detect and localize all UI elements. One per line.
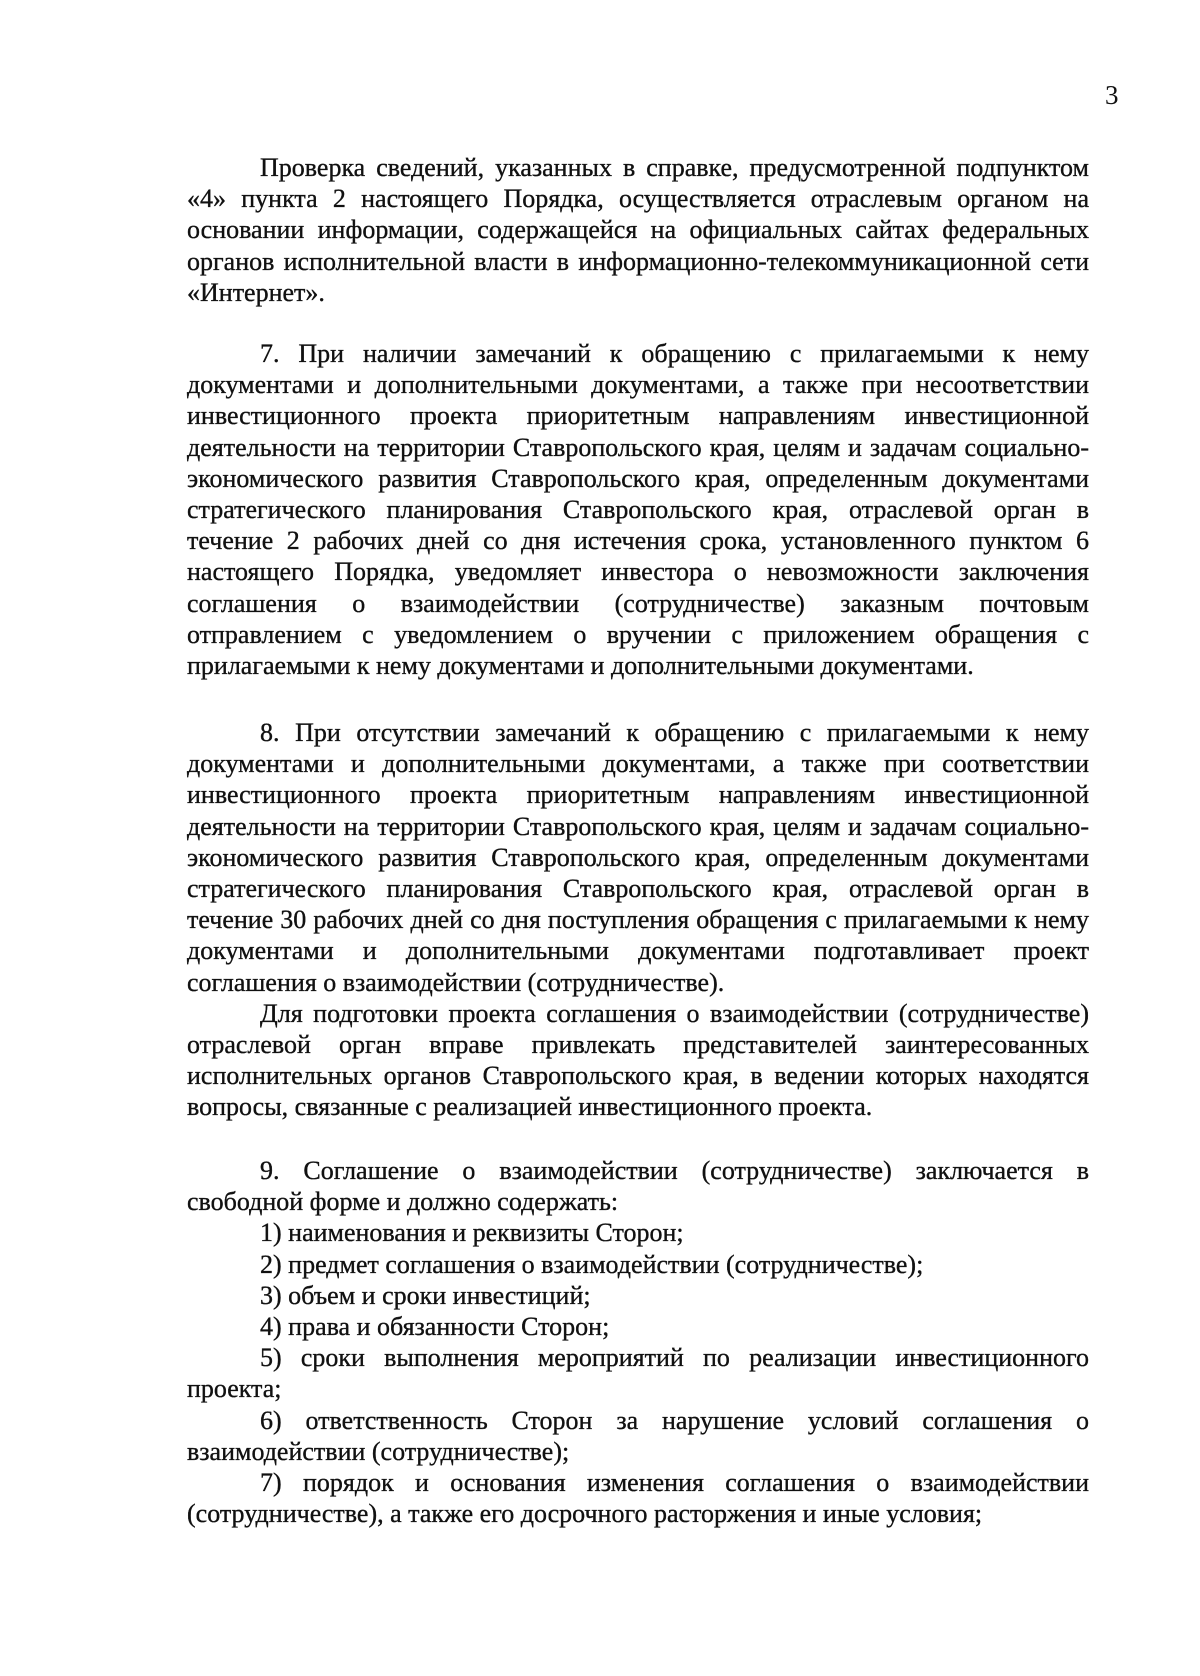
list-item: 7) порядок и основания изменения соглашения о взаимодействии (сотрудничестве), а также его досрочного расторжения и иные условия; [187,1468,1089,1529]
item-7-section [187,338,1089,681]
list-item: 6) ответственность Сторон за нарушение условий соглашения о взаимодействии (сотрудничестве); [187,1405,1089,1466]
list-item: 3) объем и сроки инвестиций; [260,1280,591,1310]
list-item: 5) сроки выполнения мероприятий по реализации инвестиционного проекта; [187,1343,1089,1404]
page-number: 3 [1105,80,1119,110]
item-9-section [187,1155,1089,1529]
item-8-section [187,717,1089,1123]
list-item: 1) наименования и реквизиты Сторон; [260,1218,684,1248]
paragraph-item-8: 8. При отсутствии замечаний к обращению с прилагаемыми к нему документами и дополнительными документами, а также при соответствии инвестиционного проекта приоритетным направлениям инвестиционной деятельности на территории Ставропольского края, целям и задачам социально-экономического развития Ставропольского края, определенным документами стратегического планирования Ставропольского края, отраслевой орган в течение 30 рабочих дней со дня поступления обращения с прилагаемыми к нему документами и дополнительными документами подготавливает проект соглашения о взаимодействии (сотрудничестве). [187,718,1089,997]
verification-section [187,152,1089,308]
paragraph-item-9: 9. Соглашение о взаимодействии (сотрудничестве) заключается в свободной форме и должно содержать: [187,1156,1089,1217]
list-item: 4) права и обязанности Сторон; [260,1312,610,1342]
list-item: 2) предмет соглашения о взаимодействии (сотрудничестве); [260,1249,924,1279]
item-9-list [187,1217,1089,1529]
paragraph-item-7: 7. При наличии замечаний к обращению с прилагаемыми к нему документами и дополнительными документами, а также при несоответствии инвестиционного проекта приоритетным направлениям инвестиционной деятельности на территории Ставропольского края, целям и задачам социально-экономического развития Ставропольского края, определенным документами стратегического планирования Ставропольского края, отраслевой орган в течение 2 рабочих дней со дня истечения срока, установленного пунктом 6 настоящего Порядка, уведомляет инвестора о невозможности заключения соглашения о взаимодействии (сотрудничестве) заказным почтовым отправлением с уведомлением о вручении с приложением обращения с прилагаемыми к нему документами и дополнительными документами. [187,339,1089,681]
paragraph-verification: Проверка сведений, указанных в справке, предусмотренной подпунктом «4» пункта 2 настоящего Порядка, осуществляется отраслевым органом на основании информации, содержащейся на официальных сайтах федеральных органов исполнительной власти в информационно-телекоммуникационной сети «Интернет». [187,153,1089,307]
paragraph-item-8-preparation: Для подготовки проекта соглашения о взаимодействии (сотрудничестве) отраслевой орган вправе привлекать представителей заинтересованных исполнительных органов Ставропольского края, в ведении которых находятся вопросы, связанные с реализацией инвестиционного проекта. [187,998,1089,1122]
